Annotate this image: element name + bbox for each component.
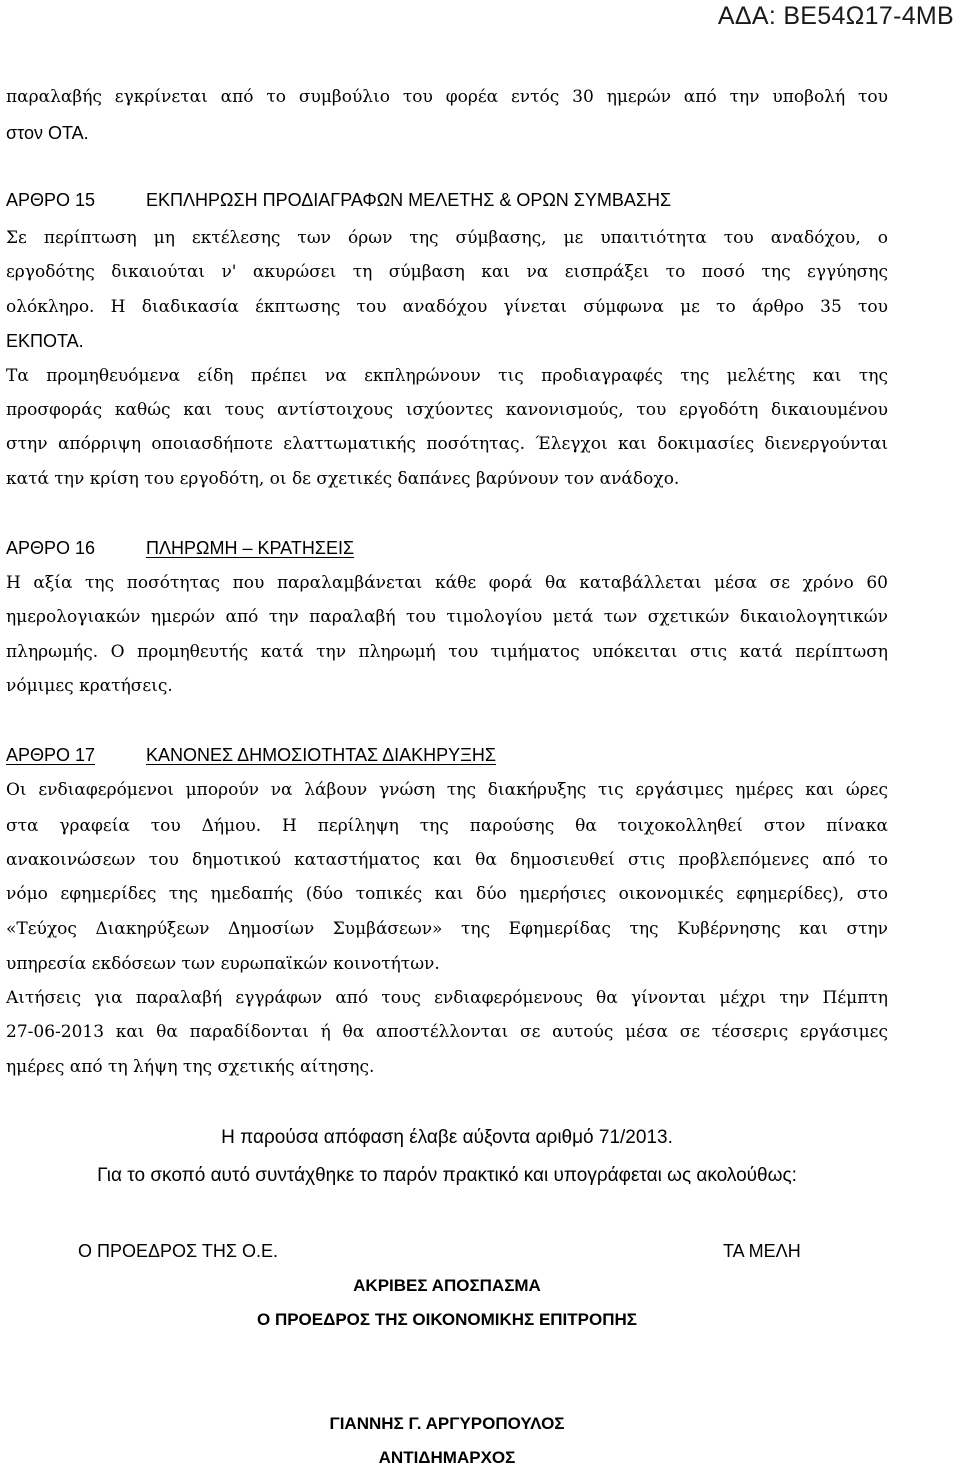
article-15-p1-line: Σε περίπτωση μη εκτέλεσης των όρων της σύμβασης, με υπαιτιότητα του αναδόχου, ο	[6, 228, 888, 248]
intro-line-1: παραλαβής εγκρίνεται από το συμβούλιο του φορέα εντός 30 ημερών από την υποβολή του	[6, 87, 888, 107]
signature-members-label: ΤΑ ΜΕΛΗ	[723, 1241, 801, 1261]
article-15-p1-last: ΕΚΠΟΤΑ.	[6, 331, 84, 351]
article-17-p1-line: Οι ενδιαφερόμενοι μπορούν να λάβουν γνώση της διακήρυξης τις εργάσιμες ημέρες και ώρες	[6, 780, 888, 800]
article-15-p2-line: στην απόρριψη οποιασδήποτε ελαττωματικής ποσότητας. Έλεγχοι και δοκιμασίες διενεργούνται	[6, 434, 888, 454]
article-16-last: νόμιμες κρατήσεις.	[6, 676, 173, 696]
article-15-p2-line: Τα προμηθευόμενα είδη πρέπει να εκπληρώνουν τις προδιαγραφές της μελέτης και της	[6, 366, 888, 386]
article-16-title: ΠΛΗΡΩΜΗ – ΚΡΑΤΗΣΕΙΣ	[146, 538, 355, 558]
article-17-p2-line: 27-06-2013 και θα παραδίδονται ή θα αποστέλλονται σε αυτούς μέσα σε τέσσερις εργάσιμες	[6, 1022, 888, 1042]
closing-statement: Για το σκοπό αυτό συντάχθηκε το παρόν πρακτικό και υπογράφεται ως ακολούθως:	[97, 1165, 797, 1186]
article-16-line: ημερολογιακών ημερών από την παραλαβή του τιμολογίου μετά των σχετικών δικαιολογητικών	[6, 607, 888, 627]
article-17-title: ΚΑΝΟΝΕΣ ΔΗΜΟΣΙΟΤΗΤΑΣ ΔΙΑΚΗΡΥΞΗΣ	[146, 745, 496, 765]
article-16-number: ΑΡΘΡΟ 16	[6, 538, 96, 558]
article-17-p2-last: ημέρες από τη λήψη της σχετικής αίτησης.	[6, 1057, 375, 1077]
article-17-p1-last: υπηρεσία εκδόσεων των ευρωπαϊκών κοινοτήτων.	[6, 954, 440, 974]
article-17-p1-line: στα γραφεία του Δήμου. Η περίληψη της παρούσης θα τοιχοκολληθεί στον πίνακα	[6, 816, 888, 836]
intro-line-2: στον ΟΤΑ.	[6, 123, 89, 143]
article-17-p1-line: νόμο εφημερίδες της ημεδαπής (δύο τοπικές και δύο ημερήσιες οικονομικές εφημερίδες), στο	[6, 884, 888, 904]
article-17-p1-line: ανακοινώσεων του δημοτικού καταστήματος και θα δημοσιευθεί στις προβλεπόμενες από το	[6, 850, 888, 870]
article-16-line: Η αξία της ποσότητας που παραλαμβάνεται κάθε φορά θα καταβάλλεται μέσα σε χρόνο 60	[6, 573, 888, 593]
article-15-p2-last: κατά την κρίση του εργοδότη, οι δε σχετικές δαπάνες βαρύνουν τον ανάδοχο.	[6, 469, 680, 489]
article-16-line: πληρωμής. Ο προμηθευτής κατά την πληρωμή του τιμήματος υπόκειται στις κατά περίπτωση	[6, 642, 888, 662]
article-15-p1-line: ολόκληρο. Η διαδικασία έκπτωσης του αναδόχου γίνεται σύμφωνα με το άρθρο 35 του	[6, 297, 888, 317]
article-17-number: ΑΡΘΡΟ 17	[6, 745, 96, 765]
article-17-p1-line: «Τεύχος Διακηρύξεων Δημοσίων Συμβάσεων» της Εφημερίδας της Κυβέρνησης και στην	[6, 919, 888, 939]
article-15-title: ΕΚΠΛΗΡΩΣΗ ΠΡΟΔΙΑΓΡΑΦΩΝ ΜΕΛΕΤΗΣ & ΟΡΩΝ ΣΥΜΒΑΣΗΣ	[146, 190, 672, 210]
exact-extract-label: ΑΚΡΙΒΕΣ ΑΠΟΣΠΑΣΜΑ	[353, 1276, 541, 1295]
signature-chair-label: Ο ΠΡΟΕΔΡΟΣ ΤΗΣ Ο.Ε.	[78, 1241, 278, 1261]
signatory-name: ΓΙΑΝΝΗΣ Γ. ΑΡΓΥΡΟΠΟΥΛΟΣ	[329, 1414, 565, 1433]
article-15-p2-line: προσφοράς καθώς και τους αντίστοιχους ισχύοντες κανονισμούς, του εργοδότη δικαιουμένου	[6, 400, 888, 420]
decision-number: Η παρούσα απόφαση έλαβε αύξοντα αριθμό 71/2013.	[221, 1127, 673, 1148]
article-15-p1-line: εργοδότης δικαιούται ν' ακυρώσει τη σύμβαση και να εισπράξει το ποσό της εγγύησης	[6, 262, 888, 282]
signatory-role: ΑΝΤΙΔΗΜΑΡΧΟΣ	[378, 1448, 516, 1467]
article-17-p2-line: Αιτήσεις για παραλαβή εγγράφων από τους ενδιαφερόμενους θα γίνονται μέχρι την Πέμπτη	[6, 988, 888, 1008]
ada-code: ΑΔΑ: ΒΕ54Ω17-4ΜΒ	[717, 2, 954, 30]
committee-chair-title: Ο ΠΡΟΕΔΡΟΣ ΤΗΣ ΟΙΚΟΝΟΜΙΚΗΣ ΕΠΙΤΡΟΠΗΣ	[257, 1310, 637, 1329]
article-15-number: ΑΡΘΡΟ 15	[6, 190, 96, 210]
